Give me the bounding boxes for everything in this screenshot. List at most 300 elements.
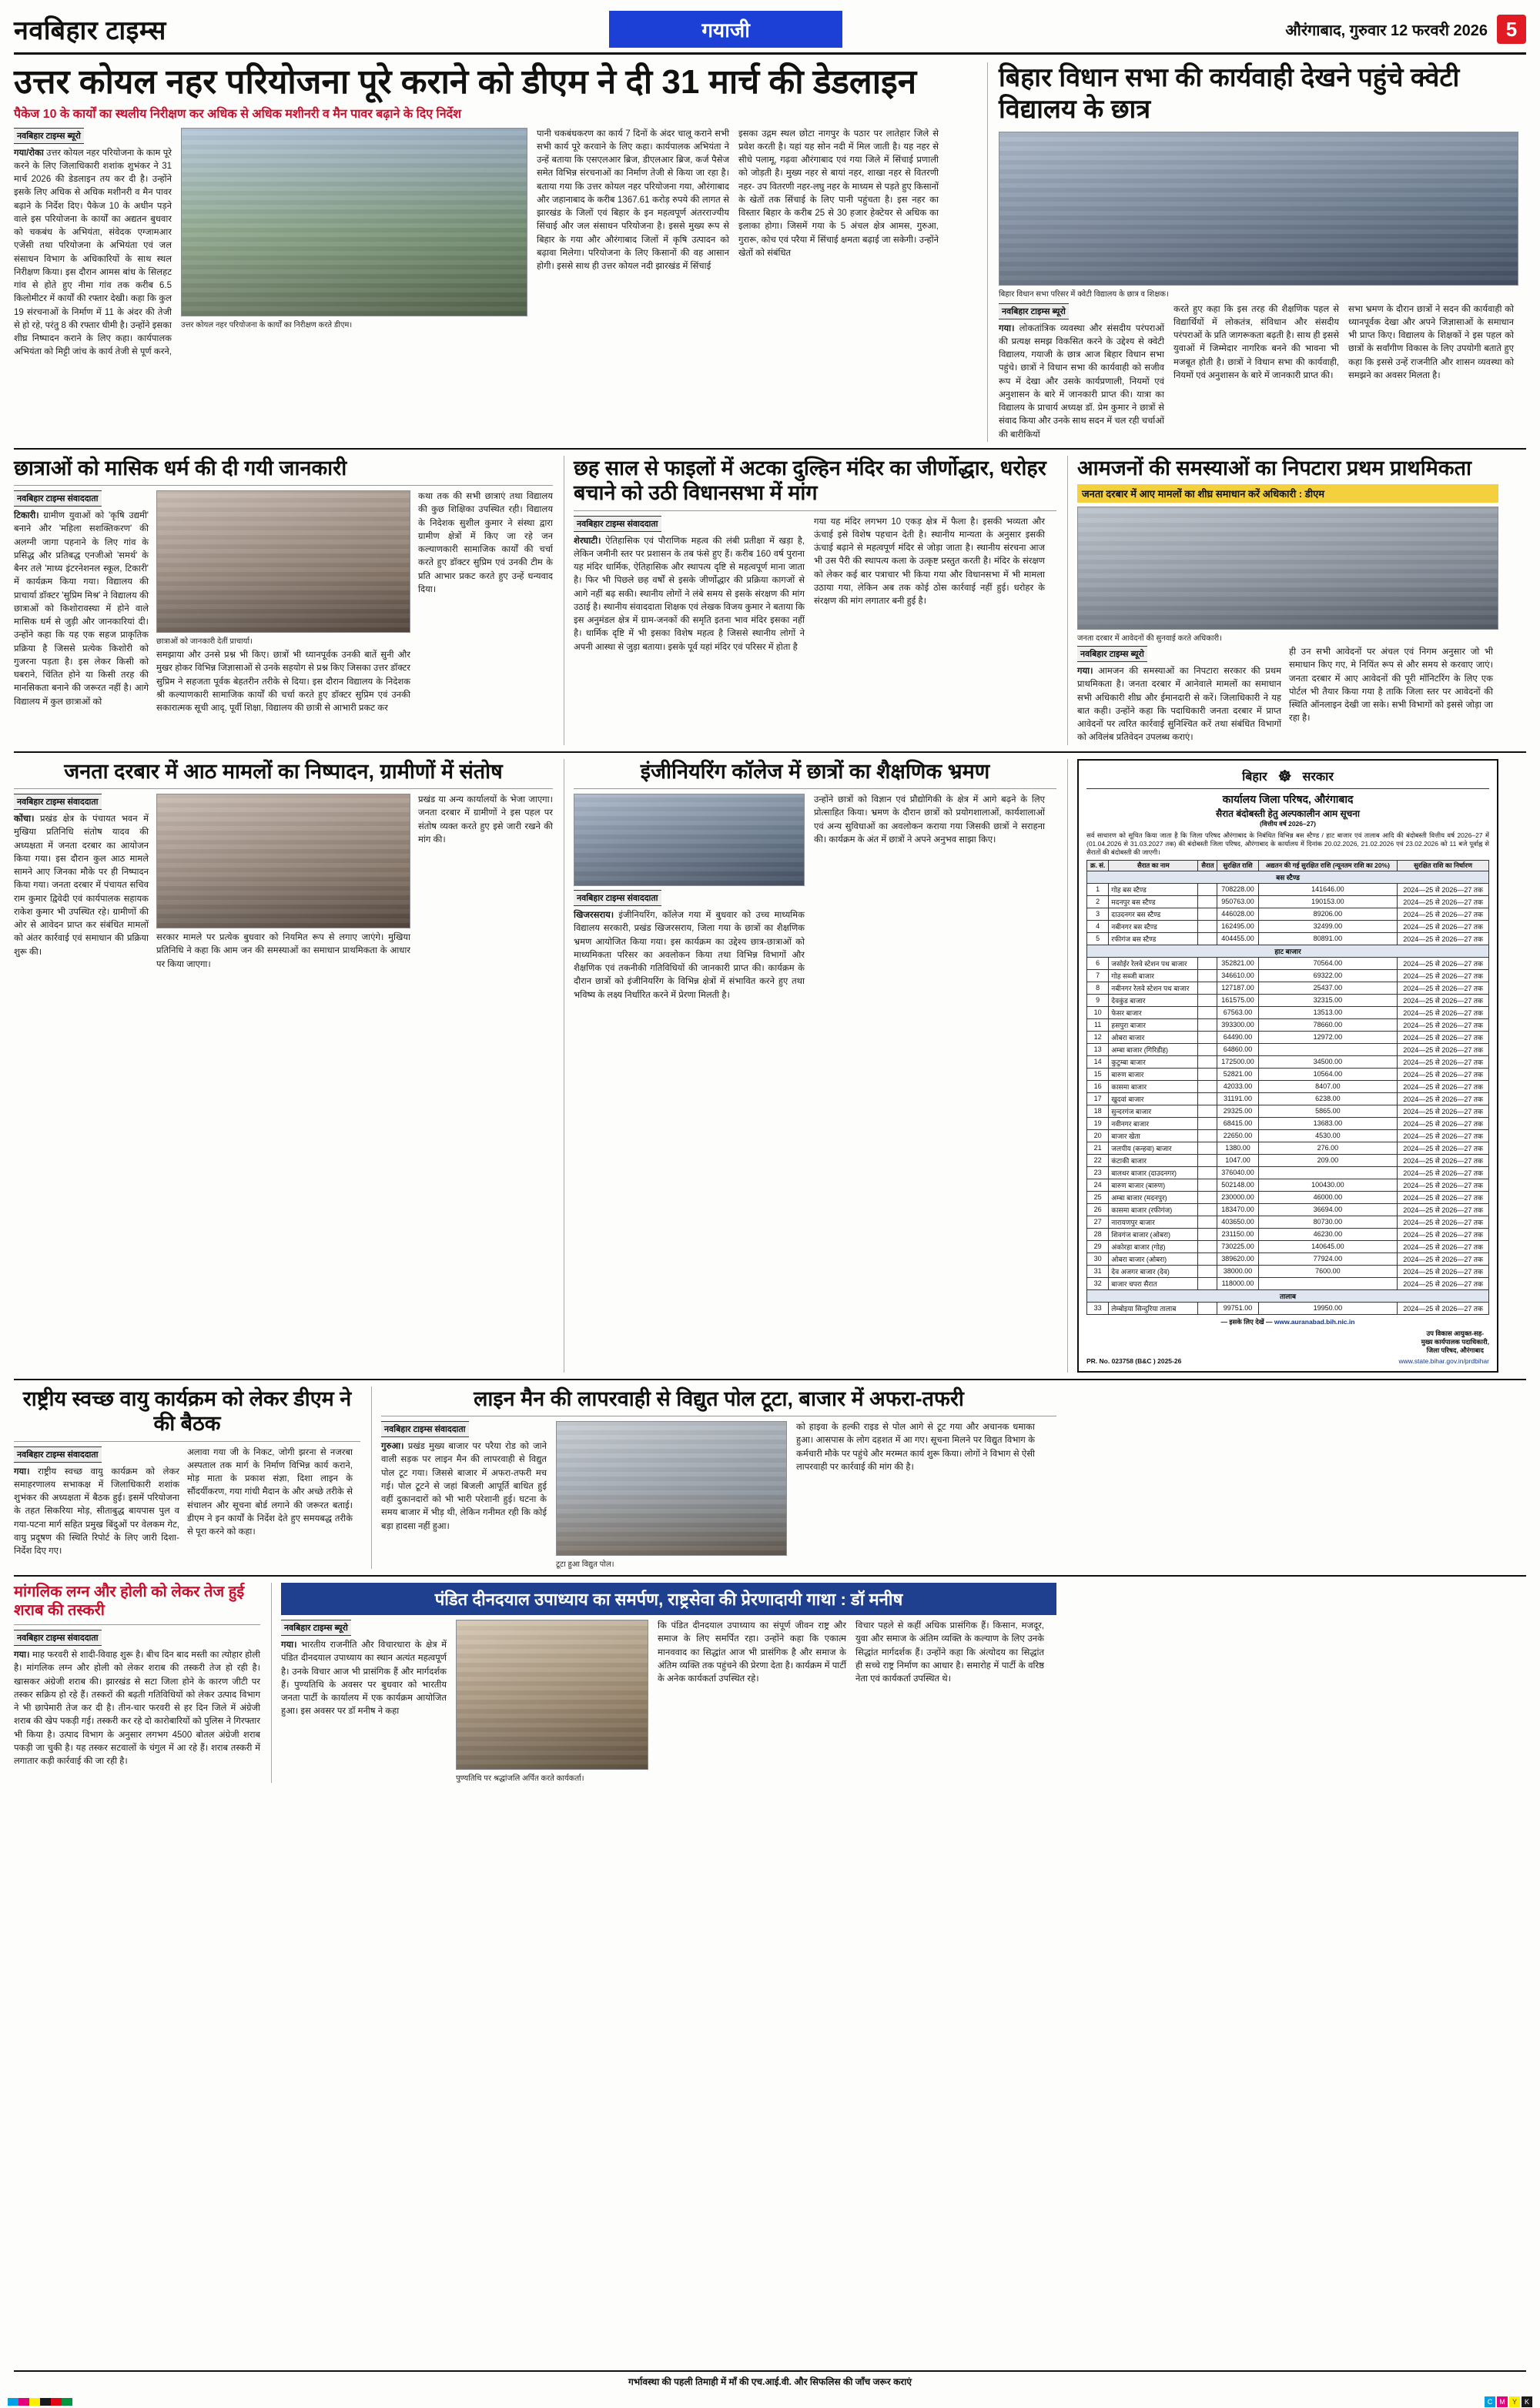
table-cell: बारुण बाजार [1109,1068,1198,1080]
gov-portal-url[interactable]: www.state.bihar.gov.in/prdbihar [1398,1356,1489,1365]
table-row [1087,1117,1489,1129]
table-cell: नबीनगर बस स्टैण्ड [1109,920,1198,932]
pole-photo [556,1421,787,1556]
table-cell: 389620.00 [1217,1252,1258,1265]
janta-darbar-text-3: प्रखंड या अन्य कार्यालयों के भेजा जाएगा। जनता दरबार में ग्रामीणों ने इस पहल पर संतोष व्यक्त करते हुए इसे जारी रखने की मांग की। [418,795,553,844]
table-cell: बारुण बाजार (बारुण) [1109,1179,1198,1191]
deendayal-byline: नवबिहार टाइम्स ब्यूरो [281,1620,351,1636]
table-cell: 2024—25 से 2026—27 तक [1398,982,1489,994]
deendayal-dateline: गया। [281,1640,297,1650]
table-cell: 13513.00 [1258,1006,1398,1018]
pole-text-1: प्रखंड मुख्य बाजार पर परैया रोड को जाने वाली सड़क पर लाइन मैन की लापरवाही से विद्युत पोल टूट गया। जिससे बाजार में अफरा-तफरी मच गई। पोल टूटने से जहां बिजली आपूर्ति बाधित हुई वहीं दुकानदारों को भी भारी परेशानी हुई। घटना के समय बाजार में भीड़ थी, लेकिन गनीमत रही कि कोई बड़ा हादसा नहीं हुआ। [381,1442,547,1531]
col-sairat: सैरात [1198,860,1217,871]
assembly-headline: बिहार विधान सभा की कार्यवाही देखने पहुंचे क्वेटी विद्यालय के छात्र [999,63,1460,124]
table-row [1087,1277,1489,1289]
table-cell: नबीनगर रेलवे स्टेशन पथ बाजार [1109,982,1198,994]
pole-story [371,1386,1056,1569]
lead-headline: उत्तर कोयल नहर परियोजना पूरे कराने को डीएम ने दी 31 मार्च की डेडलाइन [14,63,917,101]
table-cell: कासमा बाजार (रफीगंज) [1109,1203,1198,1216]
table-cell: 64490.00 [1217,1031,1258,1043]
table-cell: 2024—25 से 2026—27 तक [1398,1216,1489,1228]
sign-line-1: उप विकास आयुक्त-सह- [1426,1329,1485,1337]
assembly-body-1 [999,323,1164,442]
girls-byline: नवबिहार टाइम्स संवाददाता [14,490,102,507]
pole-body-1 [381,1440,547,1533]
liquor-story [14,1583,260,1783]
janta-priority-headline: आमजनों की समस्याओं का निपटारा प्रथम प्राथमिकता [1077,456,1471,480]
table-cell: 8407.00 [1258,1080,1398,1092]
clean-air-body-1 [14,1466,179,1559]
table-cell: 10 [1087,1006,1109,1018]
table-row [1087,1252,1489,1265]
table-cell: बाजार खेता [1109,1129,1198,1142]
pole-dateline: गुरुआ। [381,1442,404,1452]
college-text-2: उन्होंने छात्रों को विज्ञान एवं प्रौद्योगिकी के क्षेत्र में आगे बढ़ने के लिए प्रोत्साहित किया। भ्रमण के दौरान छात्रों को प्रयोगशालाओं, कार्यशालाओं एवं अन्य सुविधाओं का अवलोकन कराया गया जिसकी छात्रों ने सराहना की। कार्यक्रम के अंत में छात्रों ने अपने अनुभव साझा किए। [814,795,1045,844]
table-cell: 23 [1087,1166,1109,1179]
table-cell [1198,1277,1217,1289]
table-cell: 183470.00 [1217,1203,1258,1216]
fifth-band [14,1583,1526,1783]
table-cell: 1047.00 [1217,1154,1258,1166]
table-cell: 2024—25 से 2026—27 तक [1398,1277,1489,1289]
table-row [1087,1191,1489,1203]
table-cell [1198,1191,1217,1203]
table-cell: 404455.00 [1217,932,1258,945]
table-cell: 17 [1087,1092,1109,1105]
table-row [1087,1068,1489,1080]
table-cell: 5865.00 [1258,1105,1398,1117]
table-cell: 42033.00 [1217,1080,1258,1092]
table-cell: 52821.00 [1217,1068,1258,1080]
table-cell: 140645.00 [1258,1240,1398,1252]
liquor-dateline: गया। [14,1650,30,1661]
table-group-label: तालाब [1087,1289,1489,1302]
sign-line-3: जिला परिषद, औरंगाबाद [1426,1346,1484,1354]
table-cell: 46230.00 [1258,1228,1398,1240]
table-cell: 100430.00 [1258,1179,1398,1191]
deendayal-body-1 [281,1639,447,1719]
table-cell: 950763.00 [1217,895,1258,908]
table-cell: 730225.00 [1217,1240,1258,1252]
table-cell: 32 [1087,1277,1109,1289]
table-cell: दाउदनगर बस स्टैण्ड [1109,908,1198,920]
deendayal-photo [456,1620,648,1770]
table-cell: 141646.00 [1258,883,1398,895]
table-cell: 99751.00 [1217,1302,1258,1314]
table-cell: कासमा बाजार [1109,1080,1198,1092]
date-block [1285,15,1526,44]
table-cell [1198,1142,1217,1154]
table-cell: हसपुरा बाजार [1109,1018,1198,1031]
table-cell: 2024—25 से 2026—27 तक [1398,1179,1489,1191]
table-cell: 376040.00 [1217,1166,1258,1179]
table-cell: शिवगंज बाजार (ओबरा) [1109,1228,1198,1240]
janta-priority-story [1067,456,1498,745]
table-cell: 24 [1087,1179,1109,1191]
lead-photo [181,128,527,316]
lead-byline: नवबिहार टाइम्स ब्यूरो [14,128,84,144]
table-cell: सुन्दरगंज बाजार [1109,1105,1198,1117]
pole-headline: लाइन मैन की लापरवाही से विद्युत पोल टूटा, बाजार में अफरा-तफरी [474,1386,964,1410]
assembly-text-1: लोकतांत्रिक व्यवस्था और संसदीय परंपराओं की प्रत्यक्ष समझ विकसित करने के उद्देश्य से क्वेटी विद्यालय, गयाजी के छात्र आज बिहार विधान सभा पहुंचे। छात्रों ने विधान सभा की कार्यवाही को सजीव रूप में देखा और उसके कार्यप्रणाली, नियमों एवं अनुशासन के बारे में जानकारी प्राप्त की। यात्रा का विद्यालय के प्राचार्य अध्यक्ष डॉ. प्रेम कुमार ने छात्रों से संवाद किया और उनके साथ सदन में चल रही चर्चाओं की बारीकियों [999,323,1164,440]
gov-subject: सैरात बंदोबस्ती हेतु अल्पकालीन आम सूचना [1216,808,1360,819]
masthead [14,11,1526,55]
table-cell: 5 [1087,932,1109,945]
table-cell: 38000.00 [1217,1265,1258,1277]
table-cell: 2024—25 से 2026—27 तक [1398,1252,1489,1265]
deendayal-text-2: कि पंडित दीनदयाल उपाध्याय का संपूर्ण जीवन राष्ट्र और समाज के लिए समर्पित रहा। उन्होंने कहा कि एकात्म मानववाद का सिद्धांत आज भी प्रासंगिक है और समाज के अंतिम व्यक्ति तक पहुंचने की प्रेरणा देता है। कार्यक्रम में पार्टी के अनेक कार्यकर्ता उपस्थित रहे। [658,1621,846,1684]
clean-air-text-1: राष्ट्रीय स्वच्छ वायु कार्यक्रम को लेकर समाहरणालय सभाकक्ष में जिलाधिकारी शशांक शुभंकर की अध्यक्षता में बैठक हुई। इसमें परियोजना के तहत सिकरिया मोड़, सीताबुद्ध बायपास पुल व गया-पटना मार्ग सहित प्रमुख बिंदुओं पर वेलकम गेट, वायु प्रदूषण की स्थिति रिपोर्ट के लिए जारी दिशा-निर्देश दिए गए। [14,1467,179,1557]
table-cell: 2024—25 से 2026—27 तक [1398,1191,1489,1203]
table-row [1087,1154,1489,1166]
government-ad-column [1067,759,1498,1373]
janta-priority-caption: जनता दरबार में आवेदनों की सुनवाई करते अधिकारी। [1077,634,1222,644]
cmyk-c: C [1485,2396,1495,2407]
lead-photo-caption: उत्तर कोयल नहर परियोजना के कार्यों का निरीक्षण करते डीएम। [181,320,353,329]
table-cell: 67563.00 [1217,1006,1258,1018]
girls-story [14,456,553,745]
top-section [14,62,1526,442]
ad-column-spacer-2 [1067,1583,1498,1783]
table-row [1087,1142,1489,1154]
table-cell: 2024—25 से 2026—27 तक [1398,1142,1489,1154]
college-headline: इंजीनियरिंग कॉलेज में छात्रों का शैक्षणिक भ्रमण [640,759,990,783]
table-cell: 19 [1087,1117,1109,1129]
deendayal-text-3: विचार पहले से कहीं अधिक प्रासंगिक हैं। किसान, मजदूर, युवा और समाज के अंतिम व्यक्ति के कल्याण के लिए उनके सिद्धांत मार्गदर्शक हैं। उन्होंने कहा कि अंत्योदय का सिद्धांत ही सच्चे राष्ट्र निर्माण का आधार है। समारोह में पार्टी के वरिष्ठ नेता एवं कार्यकर्ता उपस्थित थे। [855,1621,1044,1684]
janta-priority-text-2: ही उन सभी आवेदनों पर अंचल एवं निगम अनुसार जो भी समाधान किए गए, मे नियिंत रूप से और समय से करवाए जाएं। जनता दरबार में आए आवेदनों की पूरी मॉनिटरिंग के लिए एक पोर्टल भी तैयार किया गया है ताकि जिला स्तर पर आवेदनों की स्थिति ऑनलाइन देखी जा सके। सभी विभागों को इससे जोड़ा जा रहा है। [1289,647,1493,724]
table-cell: देवकुंड बाजार [1109,994,1198,1006]
table-row [1087,1129,1489,1142]
table-cell: 20 [1087,1129,1109,1142]
table-cell: 22 [1087,1154,1109,1166]
table-cell [1198,957,1217,969]
gov-website[interactable]: www.auranabad.bih.nic.in [1274,1317,1355,1326]
sairat-table [1086,860,1489,1315]
assembly-text-3: सभा भ्रमण के दौरान छात्रों ने सदन की कार्यवाही को ध्यानपूर्वक देखा और अपने जिज्ञासाओं के समाधान भी प्राप्त किए। विद्यालय के शिक्षकों ने इस पहल को छात्रों के सर्वांगीण विकास के लिए उपयोगी बताते हुए कहा कि इससे उन्हें राजनीति और शासन व्यवस्था को समझने का अवसर मिलता है। [1348,304,1514,380]
table-row [1087,1216,1489,1228]
temple-byline: नवबिहार टाइम्स संवाददाता [574,516,661,532]
janta-priority-photo [1077,507,1498,630]
deendayal-headline: पंडित दीनदयाल उपाध्याय का समर्पण, राष्ट्रसेवा की प्रेरणादायी गाथा : डॉ मनीष [281,1583,1056,1615]
gov-fiscal-year: (वित्तीय वर्ष 2026–27) [1259,819,1317,828]
lead-story [14,62,976,442]
col-sno: क्र. सं. [1087,860,1109,871]
table-cell: 2024—25 से 2026—27 तक [1398,1302,1489,1314]
gov-signature [1421,1329,1489,1355]
table-cell: 2024—25 से 2026—27 तक [1398,1203,1489,1216]
table-cell: 2024—25 से 2026—27 तक [1398,1154,1489,1166]
table-cell: 352821.00 [1217,957,1258,969]
girls-photo [156,490,410,633]
table-cell: 2024—25 से 2026—27 तक [1398,1166,1489,1179]
table-cell [1198,908,1217,920]
table-cell: 31 [1087,1265,1109,1277]
sign-line-2: मुख्य कार्यपालक पदाधिकारी, [1421,1337,1489,1346]
table-cell: 18 [1087,1105,1109,1117]
lead-subhead: पैकेज 10 के कार्यों का स्थलीय निरीक्षण कर अधिक से अधिक मशीनरी व मैन पावर बढ़ाने के दिए निर्देश [14,107,461,121]
page-number: 5 [1497,15,1526,44]
col-determination: सुरक्षित राशि का निर्धारण [1398,860,1489,871]
janta-darbar-body-1 [14,813,149,959]
table-row [1087,1240,1489,1252]
table-row [1087,994,1489,1006]
bihar-label: बिहार [1242,771,1267,784]
table-cell: 46000.00 [1258,1191,1398,1203]
table-row [1087,920,1489,932]
table-cell: 21 [1087,1142,1109,1154]
table-cell: 25 [1087,1191,1109,1203]
table-row [1087,883,1489,895]
table-cell: 64860.00 [1217,1043,1258,1055]
table-cell: नारायणपुर बाजार [1109,1216,1198,1228]
girls-headline: छात्राओं को मासिक धर्म की दी गयी जानकारी [14,456,347,480]
table-cell: मदनपुर बस स्टैण्ड [1109,895,1198,908]
table-cell: 11 [1087,1018,1109,1031]
table-cell [1198,994,1217,1006]
fourth-band [14,1386,1526,1569]
table-cell: 161575.00 [1217,994,1258,1006]
temple-story [564,456,1056,745]
table-cell: 10564.00 [1258,1068,1398,1080]
table-cell: 4 [1087,920,1109,932]
table-cell [1198,883,1217,895]
table-row [1087,1080,1489,1092]
table-group-row [1087,945,1489,957]
table-group-label: बस स्टैण्ड [1087,871,1489,883]
janta-darbar-text-2: सरकार मामले पर प्रत्येक बुधवार को नियमित रूप से लगाए जाएंगे। मुखिया प्रतिनिधि ने कहा कि आम जन की समस्याओं का समाधान प्राथमिकता के आधार पर किया जाएगा। [156,933,410,969]
table-cell: 6238.00 [1258,1092,1398,1105]
table-cell: 32315.00 [1258,994,1398,1006]
janta-priority-body-1 [1077,665,1281,745]
clean-air-headline: राष्ट्रीय स्वच्छ वायु कार्यक्रम को लेकर डीएम ने की बैठक [22,1386,352,1436]
website-prefix: — इसके लिए देखें — [1220,1317,1273,1326]
table-cell: 3 [1087,908,1109,920]
liquor-text-1: माह फरवरी से शादी-विवाह शुरू है। बीच दिन बाद मस्ती का त्योहार होली है। मांगलिक लग्न और होली को लेकर शराब की तस्करी तेज हो रही है। खासकर अंग्रेजी शराब की। झारखंड से सटा जिला होने के कारण जीटी पर तस्कर सक्रिय हो रहे हैं। तस्करों की बढ़ती गतिविधियों को लेकर उत्पाद विभाग ने भी छापेमारी तेज कर दी है। तीन-चार फरवरी से हर दिन जिले में अंग्रेजी शराब की खेप पकड़ी गई। तस्करी कर रहे दो कारोबारियों को पुलिस ने गिरफ्तार भी किया है। उत्पाद विभाग के अनुसार लगभग 4500 बोतल अंग्रेजी शराब पकड़ी जा चुकी है। यह तस्कर सटवालों के चंगुल में आ रहे हैं। शराब तस्करी में लगातार कड़ी कार्रवाई की जा रही है। [14,1650,260,1767]
clean-air-text-2: अलावा गया जी के निकट, जोगी झरना से नजरबा अस्पताल तक मार्ग के निर्माण विभिन्न कार्य कराने, मोड़ माता के प्रकाश संज्ञा, दिशा लाइन के सौंदर्यीकरण, गया गांधी मैदान के और अच्छे तरीके से संचालन और सूचना बोर्ड लगाने की जरूरत बताई। डीएम ने इन कार्यों के निर्देश देते हुए समयबद्ध तरीके से पूरा करने को कहा। [187,1447,353,1537]
table-cell: 89206.00 [1258,908,1398,920]
table-cell: 2024—25 से 2026—27 तक [1398,1055,1489,1068]
table-cell: जसोईर रेलवे स्टेशन पथ बाजार [1109,957,1198,969]
pole-text-2: को हाइवा के हल्की राइड से पोल आगे से टूट गया और अचानक धमाका हुआ। आसपास के लोग दहशत में आ गए। सूचना मिलने पर विद्युत विभाग के कर्मचारी मौके पर पहुंचे और मरम्मत कार्य शुरू किया। लोगों ने विभाग से ऐसी लापरवाही पर कार्रवाई की मांग की है। [796,1423,1035,1472]
table-cell: 16 [1087,1080,1109,1092]
table-cell: 2024—25 से 2026—27 तक [1398,969,1489,982]
gov-pr-number: PR. No. 023758 (B&C ) 2025-26 [1086,1356,1182,1365]
table-cell [1198,1166,1217,1179]
temple-dateline: शेरघाटी। [574,536,601,546]
college-photo [574,794,805,886]
temple-body-1 [574,535,805,654]
table-cell: 1380.00 [1217,1142,1258,1154]
table-cell: 2024—25 से 2026—27 तक [1398,932,1489,945]
ad-column-spacer [1067,1386,1498,1569]
table-row [1087,1018,1489,1031]
table-row [1087,908,1489,920]
table-cell: 69322.00 [1258,969,1398,982]
sarkar-label: सरकार [1302,771,1334,784]
table-cell: 25437.00 [1258,982,1398,994]
assembly-text-2: करते हुए कहा कि इस तरह की शैक्षणिक पहल से विद्यार्थियों में लोकतंत्र, संविधान और संसदीय परंपराओं के प्रति जागरूकता बढ़ती है। साथ ही इससे युवाओं में जिम्मेदार नागरिक बनने की भावना भी मजबूत होती है। छात्रों ने विधान सभा की कार्यवाही, नियमों एवं अनुशासन के बारे में जानकारी प्राप्त की। [1173,304,1339,380]
clean-air-dateline: गया। [14,1467,30,1477]
table-cell: 2024—25 से 2026—27 तक [1398,1240,1489,1252]
college-story [564,759,1056,1373]
table-cell: 346610.00 [1217,969,1258,982]
janta-priority-subbar: जनता दरबार में आए मामलों का शीघ्र समाधान करें अधिकारी : डीएम [1077,484,1498,503]
press-marks [0,2396,1540,2408]
gov-note: सर्व साधारण को सूचित किया जाता है कि जिला परिषद औरंगाबाद के निबंधित विभिन्न बस स्टैण्ड / हाट बाजार एवं तालाब आदि की बंदोबस्ती वित्तीय वर्ष 2026–27 में (01.04.2026 से 31.03.2027 तक) की बंदोबस्ती जिला परिषद, औरंगाबाद के कार्यालय में दिनांक 20.02.2026, 21.02.2026 एवं 23.02.2026 को 11 बजे पूर्वाह्न से सैरातों की बंदोबस्ती की जाएगी। [1086,831,1489,856]
table-row [1087,1179,1489,1191]
table-cell: गोह सब्जी बाजार [1109,969,1198,982]
col-reserved: सुरक्षित राशि [1217,860,1258,871]
table-cell: 33 [1087,1302,1109,1314]
edition-badge: गयाजी [609,11,842,48]
table-cell [1198,1154,1217,1166]
table-row [1087,932,1489,945]
table-cell: 13683.00 [1258,1117,1398,1129]
table-cell: 14 [1087,1055,1109,1068]
table-group-label: हाट बाजार [1087,945,1489,957]
table-cell: कुटुम्बा बाजार [1109,1055,1198,1068]
table-cell [1198,982,1217,994]
table-cell: 446028.00 [1217,908,1258,920]
college-text-1: इंजीनियरिंग, कॉलेज गया में बुधवार को उच्च माध्यमिक विद्यालय सरकारी, प्रखंड खिजरसराय, जिला गया के छात्रों का शैक्षणिक भ्रमण आयोजित किया गया। इस कार्यक्रम का उद्देश्य छात्र-छात्राओं को माध्यमिकता परिसर का अवलोकन किया तथा विभिन्न विभागों और शैक्षणिक एवं तकनीकी गतिविधियों की जानकारी प्राप्त की। कार्यक्रम के दौरान छात्रों को इंजीनियरिंग के विभिन्न क्षेत्रों में संभावित करने हुए तथा भविष्य के लक्ष्य निर्धारित करने में प्रेरणा मिलती है। [574,911,805,1000]
table-cell: 708228.00 [1217,883,1258,895]
footer-health-strip [14,2370,1526,2388]
table-row [1087,1203,1489,1216]
table-row [1087,957,1489,969]
table-cell: खुदवां बाजार [1109,1092,1198,1105]
table-cell: 32499.00 [1258,920,1398,932]
table-cell: 2024—25 से 2026—27 तक [1398,1117,1489,1129]
janta-darbar-dateline: कोंचा। [14,814,35,824]
table-cell: फेसर बाजार [1109,1006,1198,1018]
table-row [1087,895,1489,908]
table-cell [1198,1179,1217,1191]
table-cell [1198,1006,1217,1018]
table-cell: 34500.00 [1258,1055,1398,1068]
janta-darbar-photo [156,794,410,928]
table-cell: 30 [1087,1252,1109,1265]
table-cell: 29 [1087,1240,1109,1252]
lead-text-3: इसका उद्गम स्थल छोटा नागपुर के पठार पर लातेहार जिले से प्रवेश करती है। यहां यह सोन नदी में मिल जाती है। यह नहर से सीधे पलामू, गढ़वा औरंगाबाद एवं गया जिले में सिंचाई प्रणाली को जोड़ती है। मुख्य नहर से बायां नहर, शाखा नहर से वितरणी नहर- उप वितरणी नहर-लघु नहर के माध्यम से पड़ते हुए किसानों के खेतों तक सिंचाई के लिए पानी पहुंचता है। इस नहर का विस्तार बिहार के करीब 25 से 30 हजार हेक्टेयर से अधिक का इलाका होगा। जिसमें गया के 5 अंचल क्षेत्र आमस, गुरुआ, गुरारू, कोच एवं परैया में सिंचाई क्षमता बढ़ाई जा सकेगी। उन्होंने खेतों को संबंधित [738,129,939,258]
health-message: गर्भावस्था की पहली तिमाही में माँ की एच.आई.वी. और सिफलिस की जाँच जरूर कराएं [14,2370,1526,2388]
table-cell: 1 [1087,883,1109,895]
janta-priority-dateline: गया। [1077,667,1093,677]
janta-darbar-headline: जनता दरबार में आठ मामलों का निष्पादन, ग्रामीणों में संतोष [64,759,503,783]
table-cell: 118000.00 [1217,1277,1258,1289]
table-row [1087,1092,1489,1105]
liquor-byline: नवबिहार टाइम्स संवाददाता [14,1630,102,1646]
lead-text-2: पानी चकबंधकरण का कार्य 7 दिनों के अंदर चालू कराने सभी सभी कार्य पूरे करवाने के लिए कहा। कार्यपालक अभियंता ने उन्हें बताया कि एसएलआर ब्रिज, डीएलआर ब्रिज, कर्ज पैसेज समेत विभिन्न संरचनाओं का निर्माण तेजी से किया जा रहा है। बताया गया कि उत्तर कोयल नहर परियोजना गया, औरंगाबाद और जहानाबाद के करीब 1367.61 करोड़ रुपये की लागत से झारखंड के जिलों एवं बिहार के इन महत्वपूर्ण अंतरराज्यीय सिंचाई और जल संसाधन परियोजना है। इससे मुख्य रूप से बिहार के गया और औरंगाबाद जिलों में कृषि उत्पादन को बढ़ावा मिलेगा। परियोजना के लिए किसानों की वह आसान होगी। इससे साथ ही उत्तर कोयल नदी झारखंड में सिंचाई [537,129,729,272]
table-cell: 127187.00 [1217,982,1258,994]
table-cell: 28 [1087,1228,1109,1240]
table-cell [1258,1043,1398,1055]
table-cell: 31191.00 [1217,1092,1258,1105]
table-cell: जलपीय (कन्हवा) बाजार [1109,1142,1198,1154]
lead-body-1 [14,147,172,360]
girls-text-2: समझाया और उनसे प्रश्न भी किए। छात्रों भी ध्यानपूर्वक उनकी बातें सुनी और मुखर होकर विभिन्न जिज्ञासाओं से उनके सहयोग से प्रश्न किए जिसका उत्तर डॉक्टर सुप्रिम ने सहजता पूर्वक बेहतरीन तरीके से दिया। इस दौरान विद्यालय के निदेशक श्री कल्याणकारी सामाजिक कार्यों की चर्चा करते हुए डॉक्टर सुप्रिम एवं उनकी सकारात्मक सूची आदृ, पूर्वी शिक्षा, विद्यालय की छात्री से आभारी प्रकट कर [156,650,410,714]
table-cell [1258,1166,1398,1179]
table-cell: लेम्बोइया सिन्दुरिया तालाब [1109,1302,1198,1314]
table-cell: 2024—25 से 2026—27 तक [1398,957,1489,969]
table-cell: 393300.00 [1217,1018,1258,1031]
table-cell: 2024—25 से 2026—27 तक [1398,1080,1489,1092]
table-cell: 77924.00 [1258,1252,1398,1265]
table-group-row [1087,871,1489,883]
table-header-row [1087,860,1489,871]
table-cell: 2024—25 से 2026—27 तक [1398,895,1489,908]
emblem-icon: ☸ [1277,768,1292,785]
table-cell: 2024—25 से 2026—27 तक [1398,908,1489,920]
temple-text-2: गया यह मंदिर लगभग 10 एकड़ क्षेत्र में फैला है। इसकी भव्यता और ऊंचाई इसे विशेष पहचान देती है। स्थानीय मान्यता के अनुसार इसकी ऊंचाई बढ़ाने से महत्वपूर्ण मंदिर से जोड़ा जाता है। स्थानीय संरचना आज भी उस पैरी की स्थापत्य कला के उत्कृष्ट प्रस्तुत करती है। मंदिर के संरक्षण को लेकर कई बार पत्राचार भी किया गया और विधानसभा में भी मामला उठाया गया, लेकिन अब तक कोई ठोस कार्रवाई नहीं हुई। धरोहर के संरक्षण की मांग लगातार बनी हुई है। [814,517,1045,607]
table-cell: 2024—25 से 2026—27 तक [1398,994,1489,1006]
table-cell: 2024—25 से 2026—27 तक [1398,1068,1489,1080]
table-cell [1198,1068,1217,1080]
table-cell: 190153.00 [1258,895,1398,908]
janta-darbar-text-1: प्रखंड क्षेत्र के पंचायत भवन में मुखिया प्रतिनिधि संतोष यादव की अध्यक्षता में जनता दरबार का आयोजन किया गया। इस दौरान कुल आठ मामले सामने आए जिनका मौके पर ही निष्पादन किया गया। जनता दरबार में पंचायत सचिव राम कुमार द्विवेदी एवं कार्यपालक सहायक राकेश कुमार भी उपस्थित रहे। ग्रामीणों की ओर से आवेदन प्राप्त कर संबंधित मामलों को अंतर कार्रवाई एवं समाधान की प्रक्रिया शुरू की। [14,814,149,957]
assembly-byline: नवबिहार टाइम्स ब्यूरो [999,303,1069,319]
girls-text-3: कथा तक की सभी छात्राएं तथा विद्यालय की कुछ शिक्षिका उपस्थित रही। विद्यालय के निदेशक सुशील कुमार ने संस्था द्वारा ग्रामीण क्षेत्रों में किए जा रहे जन कल्याणकारी सामाजिक कार्यों की चर्चा करते हुए डॉक्टर सुप्रिम एवं उनकी टीम के प्रति आभार प्रकट करते हुए उन्हें धन्यवाद दिया। [418,492,553,594]
table-cell: 78660.00 [1258,1018,1398,1031]
table-cell [1198,920,1217,932]
table-cell: 209.00 [1258,1154,1398,1166]
table-cell: गोह बस स्टैण्ड [1109,883,1198,895]
table-cell: 8 [1087,982,1109,994]
table-row [1087,1031,1489,1043]
table-cell [1198,969,1217,982]
newspaper-title: नवबिहार टाइम्स [14,16,166,45]
janta-darbar-story [14,759,553,1373]
temple-headline: छह साल से फाइलों में अटका दुल्हिन मंदिर का जीर्णोद्धार, धरोहर बचाने को उठी विधानसभा में मांग [574,456,1046,505]
table-cell: 27 [1087,1216,1109,1228]
table-row [1087,1043,1489,1055]
publication-date: औरंगाबाद, गुरुवार 12 फरवरी 2026 [1285,22,1488,39]
table-cell: 162495.00 [1217,920,1258,932]
assembly-dateline: गया। [999,323,1015,333]
table-cell: 70564.00 [1258,957,1398,969]
table-cell [1198,1092,1217,1105]
table-cell [1258,1277,1398,1289]
pole-photo-caption: टूटा हुआ विद्युत पोल। [556,1560,614,1570]
liquor-headline: मांगलिक लग्न और होली को लेकर तेज हुई शराब की तस्करी [14,1584,245,1620]
table-cell [1198,1031,1217,1043]
assembly-story [987,62,1518,442]
table-cell: 12 [1087,1031,1109,1043]
table-cell: अम्बा बाजार (गिरिडीह) [1109,1043,1198,1055]
table-cell: 2024—25 से 2026—27 तक [1398,1105,1489,1117]
table-cell [1198,1105,1217,1117]
table-cell: अम्बा बाजार (मदनपुर) [1109,1191,1198,1203]
deendayal-story [271,1583,1056,1783]
gov-office-name: कार्यालय जिला परिषद, औरंगाबाद [1222,792,1354,805]
pole-byline: नवबिहार टाइम्स संवाददाता [381,1421,469,1437]
table-cell: 403650.00 [1217,1216,1258,1228]
table-cell: नवीनगर बाजार [1109,1117,1198,1129]
janta-priority-byline: नवबिहार टाइम्स ब्यूरो [1077,646,1147,662]
table-cell: 9 [1087,994,1109,1006]
college-byline: नवबिहार टाइम्स संवाददाता [574,890,661,906]
table-cell: 80891.00 [1258,932,1398,945]
table-cell: 2024—25 से 2026—27 तक [1398,1129,1489,1142]
table-cell [1198,1265,1217,1277]
table-cell [1198,1055,1217,1068]
clean-air-byline: नवबिहार टाइम्स संवाददाता [14,1446,102,1463]
janta-priority-text-1: आमजन की समस्याओं का निपटारा सरकार की प्रथम प्राथमिकता है। जनता दरबार में आनेवाले मामलों का समाधान सभी अधिकारी शीघ्र और ईमानदारी से करें। जिलाधिकारी ने यह बात कही। उन्होंने कहा कि पदाधिकारी जनता दरबार में प्राप्त आवेदनों पर त्वरित कार्रवाई सुनिश्चित करें तथा संबंधित विभागों को अविलंब प्रतिवेदन उपलब्ध कराएं। [1077,667,1281,743]
table-cell: 2024—25 से 2026—27 तक [1398,1006,1489,1018]
table-cell [1198,1240,1217,1252]
cmyk-y: Y [1509,2396,1520,2407]
color-swatches [8,2398,72,2406]
table-row [1087,982,1489,994]
